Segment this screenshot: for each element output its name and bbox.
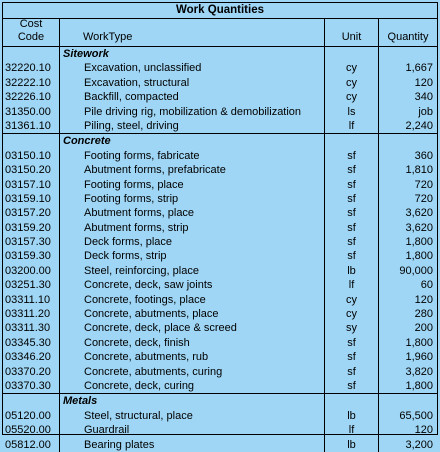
empty-cell — [3, 394, 60, 408]
table-row — [3, 438, 437, 452]
quantity-cell: 720 — [414, 178, 433, 191]
worktype-cell: Concrete, deck, finish — [60, 336, 325, 350]
unit-cell: ls — [325, 105, 379, 119]
section-concrete — [3, 134, 437, 394]
empty-cell — [379, 394, 437, 408]
table-row — [3, 178, 437, 192]
unit-cell: sf — [325, 149, 379, 163]
quantity-cell: 3,620 — [405, 221, 433, 234]
worktype-cell: Abutment forms, place — [60, 206, 325, 220]
quantity-cell: 1,960 — [405, 351, 433, 364]
worktype-cell: Concrete, abutments, place — [60, 307, 325, 321]
cost-code-cell: 03311.20 — [3, 307, 60, 321]
header-row — [3, 19, 437, 47]
cost-code-cell: 03157.20 — [3, 206, 60, 220]
section-metals — [3, 394, 437, 452]
quantity-cell: 120 — [414, 76, 433, 89]
table-title: Work Quantities — [3, 3, 437, 19]
table-row — [3, 90, 437, 104]
table-row — [3, 423, 437, 437]
cost-code-cell: 03157.30 — [3, 235, 60, 249]
table-row — [3, 278, 437, 292]
header-worktype: WorkType — [60, 19, 325, 47]
worktype-cell: Guardrail — [60, 423, 325, 437]
table-row — [3, 235, 437, 249]
table-row — [3, 76, 437, 90]
quantity-cell: 3,820 — [405, 365, 433, 378]
table-row — [3, 192, 437, 206]
cost-code-cell: 03159.20 — [3, 221, 60, 235]
table-row — [3, 409, 437, 423]
table-row — [3, 206, 437, 220]
table-row — [3, 365, 437, 379]
table-row — [3, 221, 437, 235]
cost-code-cell: 03251.30 — [3, 278, 60, 292]
section-title: Concrete — [60, 134, 325, 148]
unit-cell: lb — [325, 264, 379, 278]
quantity-cell: 1,667 — [405, 62, 433, 75]
worktype-cell: Concrete, deck, place & screed — [60, 321, 325, 335]
quantity-cell: 120 — [414, 424, 433, 437]
worktype-cell: Deck forms, strip — [60, 249, 325, 263]
cost-code-cell: 03370.20 — [3, 365, 60, 379]
worktype-cell: Concrete, footings, place — [60, 293, 325, 307]
unit-cell: cy — [325, 307, 379, 321]
worktype-cell: Abutment forms, prefabricate — [60, 163, 325, 177]
unit-cell: sf — [325, 206, 379, 220]
quantity-cell: 1,800 — [405, 236, 433, 249]
unit-cell: lb — [325, 409, 379, 423]
unit-cell: sf — [325, 350, 379, 364]
empty-cell — [325, 134, 379, 148]
cost-code-cell: 03150.20 — [3, 163, 60, 177]
unit-cell: sf — [325, 192, 379, 206]
header-code-label: Code — [17, 31, 45, 43]
worktype-cell: Footing forms, place — [60, 178, 325, 192]
section-header-row — [3, 134, 437, 148]
quantity-cell: 1,800 — [405, 379, 433, 392]
quantity-cell: 65,500 — [399, 409, 433, 422]
header-cost-label: Cost — [19, 18, 43, 30]
cost-code-cell: 03345.30 — [3, 336, 60, 350]
section-header-row — [3, 47, 437, 61]
section-sitework — [3, 47, 437, 134]
cost-code-cell: 03157.10 — [3, 178, 60, 192]
cost-code-cell: 03370.30 — [3, 379, 60, 393]
quantity-cell: 60 — [420, 279, 433, 292]
cost-code-cell: 32222.10 — [3, 76, 60, 90]
quantity-cell: 1,810 — [405, 164, 433, 177]
quantity-cell: 1,800 — [405, 336, 433, 349]
unit-cell: sf — [325, 379, 379, 393]
table-row — [3, 149, 437, 163]
table-row — [3, 293, 437, 307]
quantity-cell: 340 — [414, 91, 433, 104]
cost-code-cell: 31361.10 — [3, 119, 60, 133]
cost-code-cell: 05520.00 — [3, 423, 60, 437]
quantity-cell: 3,620 — [405, 207, 433, 220]
worktype-cell: Concrete, abutments, rub — [60, 350, 325, 364]
quantity-cell: 280 — [414, 308, 433, 321]
worktype-cell: Excavation, structural — [60, 76, 325, 90]
worktype-cell: Pile driving rig, mobilization & demobilization — [60, 105, 325, 119]
unit-cell: cy — [325, 90, 379, 104]
unit-cell: sf — [325, 249, 379, 263]
cost-code-cell: 03200.00 — [3, 264, 60, 278]
quantity-cell: 2,240 — [405, 119, 433, 132]
table-row — [3, 379, 437, 393]
worktype-cell: Bearing plates — [60, 438, 325, 452]
table-row — [3, 307, 437, 321]
cost-code-cell: 05812.00 — [3, 438, 60, 452]
worktype-cell: Abutment forms, strip — [60, 221, 325, 235]
worktype-cell: Deck forms, place — [60, 235, 325, 249]
cost-code-cell: 31350.00 — [3, 105, 60, 119]
header-unit: Unit — [325, 19, 379, 47]
header-cost-code — [3, 19, 60, 47]
unit-cell: sf — [325, 163, 379, 177]
unit-cell: cy — [325, 61, 379, 75]
quantity-cell: 1,800 — [405, 250, 433, 263]
section-title: Sitework — [60, 47, 325, 61]
cost-code-cell: 32220.10 — [3, 61, 60, 75]
empty-cell — [325, 394, 379, 408]
unit-cell: sf — [325, 336, 379, 350]
table-body — [3, 47, 437, 452]
unit-cell: cy — [325, 76, 379, 90]
cost-code-cell: 03311.30 — [3, 321, 60, 335]
cost-code-cell: 03159.10 — [3, 192, 60, 206]
table-row — [3, 249, 437, 263]
worktype-cell: Footing forms, strip — [60, 192, 325, 206]
unit-cell: sf — [325, 235, 379, 249]
table-row — [3, 163, 437, 177]
section-title: Metals — [60, 394, 325, 408]
cost-code-cell: 32226.10 — [3, 90, 60, 104]
worktype-cell: Concrete, deck, saw joints — [60, 278, 325, 292]
header-quantity: Quantity — [379, 19, 437, 47]
unit-cell: sf — [325, 365, 379, 379]
cost-code-cell: 03346.20 — [3, 350, 60, 364]
cost-code-cell: 03159.30 — [3, 249, 60, 263]
worktype-cell: Piling, steel, driving — [60, 119, 325, 133]
empty-cell — [325, 47, 379, 61]
quantity-cell: 360 — [414, 149, 433, 162]
quantity-cell: 720 — [414, 192, 433, 205]
unit-cell: lf — [325, 278, 379, 292]
worktype-cell: Backfill, compacted — [60, 90, 325, 104]
empty-cell — [379, 134, 437, 148]
quantity-cell: job — [418, 105, 433, 118]
cost-code-cell: 03311.10 — [3, 293, 60, 307]
worktype-cell: Excavation, unclassified — [60, 61, 325, 75]
quantity-cell: 3,200 — [405, 438, 433, 451]
table-row — [3, 264, 437, 278]
unit-cell: lf — [325, 423, 379, 437]
table-row — [3, 61, 437, 75]
empty-cell — [3, 47, 60, 61]
unit-cell: lb — [325, 438, 379, 452]
empty-cell — [379, 47, 437, 61]
cost-code-cell: 05120.00 — [3, 409, 60, 423]
empty-cell — [3, 134, 60, 148]
quantity-cell: 120 — [414, 293, 433, 306]
unit-cell: sy — [325, 321, 379, 335]
section-header-row — [3, 394, 437, 408]
table-row — [3, 350, 437, 364]
table-row — [3, 105, 437, 119]
worktype-cell: Steel, reinforcing, place — [60, 264, 325, 278]
worktype-cell: Footing forms, fabricate — [60, 149, 325, 163]
unit-cell: sf — [325, 221, 379, 235]
worktype-cell: Concrete, deck, curing — [60, 379, 325, 393]
unit-cell: cy — [325, 293, 379, 307]
table-row — [3, 321, 437, 335]
table-row — [3, 336, 437, 350]
unit-cell: lf — [325, 119, 379, 133]
worktype-cell: Concrete, abutments, curing — [60, 365, 325, 379]
cost-code-cell: 03150.10 — [3, 149, 60, 163]
table-row — [3, 119, 437, 133]
unit-cell: sf — [325, 178, 379, 192]
quantity-cell: 90,000 — [399, 264, 433, 277]
worktype-cell: Steel, structural, place — [60, 409, 325, 423]
work-quantities-table — [2, 2, 438, 451]
quantity-cell: 200 — [414, 322, 433, 335]
